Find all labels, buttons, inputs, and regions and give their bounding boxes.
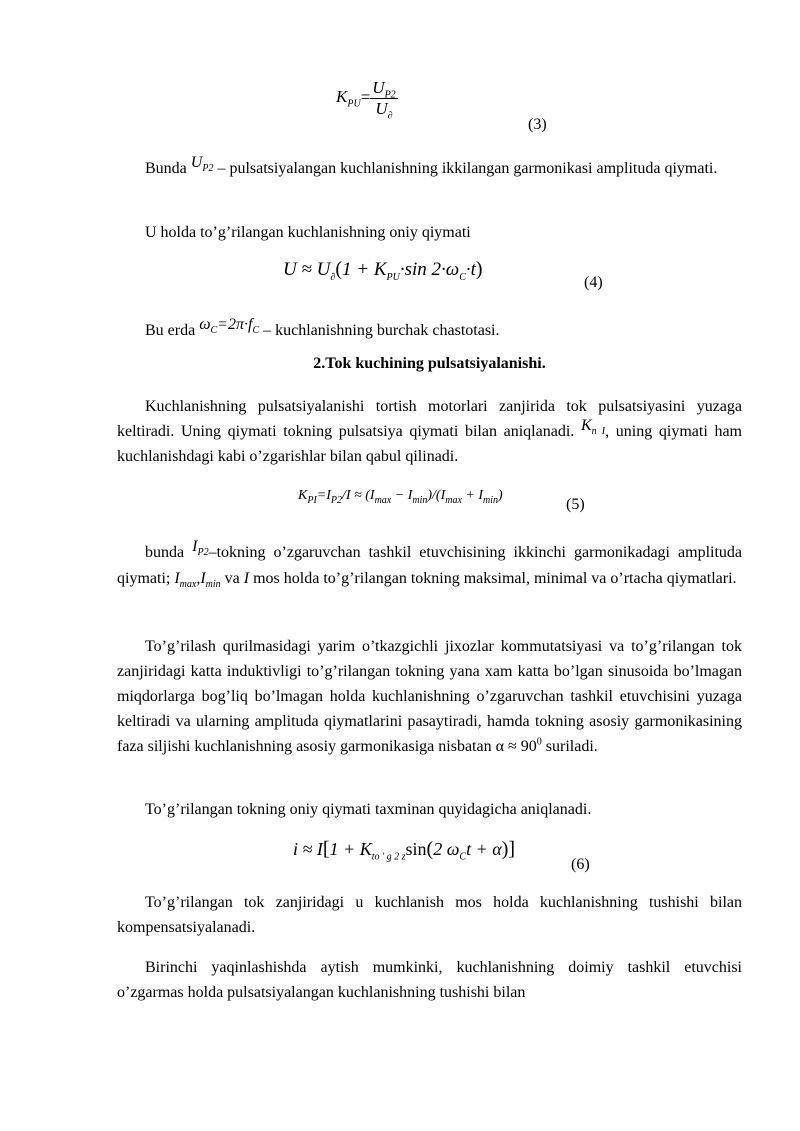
paragraph-9: Birinchi yaqinlashishda aytish mumkinki, kuchlanishning doimiy tashkil etuvchisi o’zgarmas holda pulsatsiyalangan kuchlanishning tushishi bilan	[117, 959, 742, 1001]
equation-3-number: (3)	[528, 116, 547, 133]
paragraph-1: Bunda $U_{P2}$ – pulsatsiyalangan kuchlanishning ikkilangan garmonikasi amplituda qiymati.	[145, 154, 718, 177]
eq3-fraction: $\frac{U_{P2}}{U_\partial}$	[372, 78, 396, 122]
paragraph-5: bunda $I_{P2}$–tokning o’zgaruvchan tashkil etuvchisining ikkinchi garmonikadagi amplituda qiymati; $I_{max},I_{min}$ va I mos holda to’g’rilangan tokning maksimal, minimal va o’rtacha qiymatlari.	[117, 538, 743, 591]
paragraph-6: To’g’rilash qurilmasidagi yarim o’tkazgichli jixozlar kommutatsiyasi va to’g’rilangan tok zanjiridagi katta induktivligi to’g’rilangan tokning yana xam katta bo’lgan sinusoida bo’lmagan miqdorlarga bog’liq bo’lmagan holda kuchlanishning o’zgaruvchan tashkil etuvchisini yuzaga keltiradi va ularning amplituda qiymatlarini pasaytiradi, hamda tokning asosiy garmonikasining faza siljishi kuchlanishning asosiy garmonikasiga nisbatan $\alpha \approx 90^0$ suriladi.	[117, 638, 742, 755]
paragraph-4: Kuchlanishning pulsatsiyalanishi tortish motorlari zanjirida tok pulsatsiyasini yuzaga keltiradi. Uning qiymati tokning pulsatsiya qiymati bilan aniqlanadi. $K_{п I}$, uning qiymati ham kuchlanishdagi kabi o’zgarishlar bilan qabul qilinadi.	[117, 398, 743, 465]
paragraph-8: To’g’rilangan tok zanjiridagi u kuchlanish mos holda kuchlanishning tushishi bilan kompensatsiyalanadi.	[117, 894, 742, 936]
paragraph-2: U holda to’g’rilangan kuchlanishning oniy qiymati	[145, 224, 471, 241]
paragraph-7: To’g’rilangan tokning oniy qiymati taxminan quyidagicha aniqlanadi.	[145, 801, 592, 818]
equation-6: $i \approx I[1 + K_{to ' g 2 z}\sin(2$ $\omega_Ct + \alpha$)]	[293, 838, 516, 863]
equation-5: $K_{PI}=I_{P2}/I \approx (I_{max} - I_{min})/(I_{max} + I_{min})$	[298, 488, 503, 506]
paragraph-3: Bu erda $\omega_C=2\pi\cdot f_C$ – kuchlanishning burchak chastotasi.	[145, 316, 500, 339]
equation-4-number: (4)	[584, 274, 603, 291]
eq3-lhs: $K_{PU}$	[336, 87, 361, 110]
equation-5-number: (5)	[566, 496, 585, 513]
equation-4: $U \approx U_\partial(1 + K_{PU}\cdot\sin$ $2\cdot\omega_C\cdot t$)	[283, 258, 483, 283]
section-heading: 2.Tok kuchining pulsatsiyalanishi.	[313, 355, 546, 372]
equation-3: $K_{PU}=$ $\frac{U_{P2}}{U_\partial}$	[336, 78, 396, 122]
equation-6-number: (6)	[571, 856, 590, 873]
